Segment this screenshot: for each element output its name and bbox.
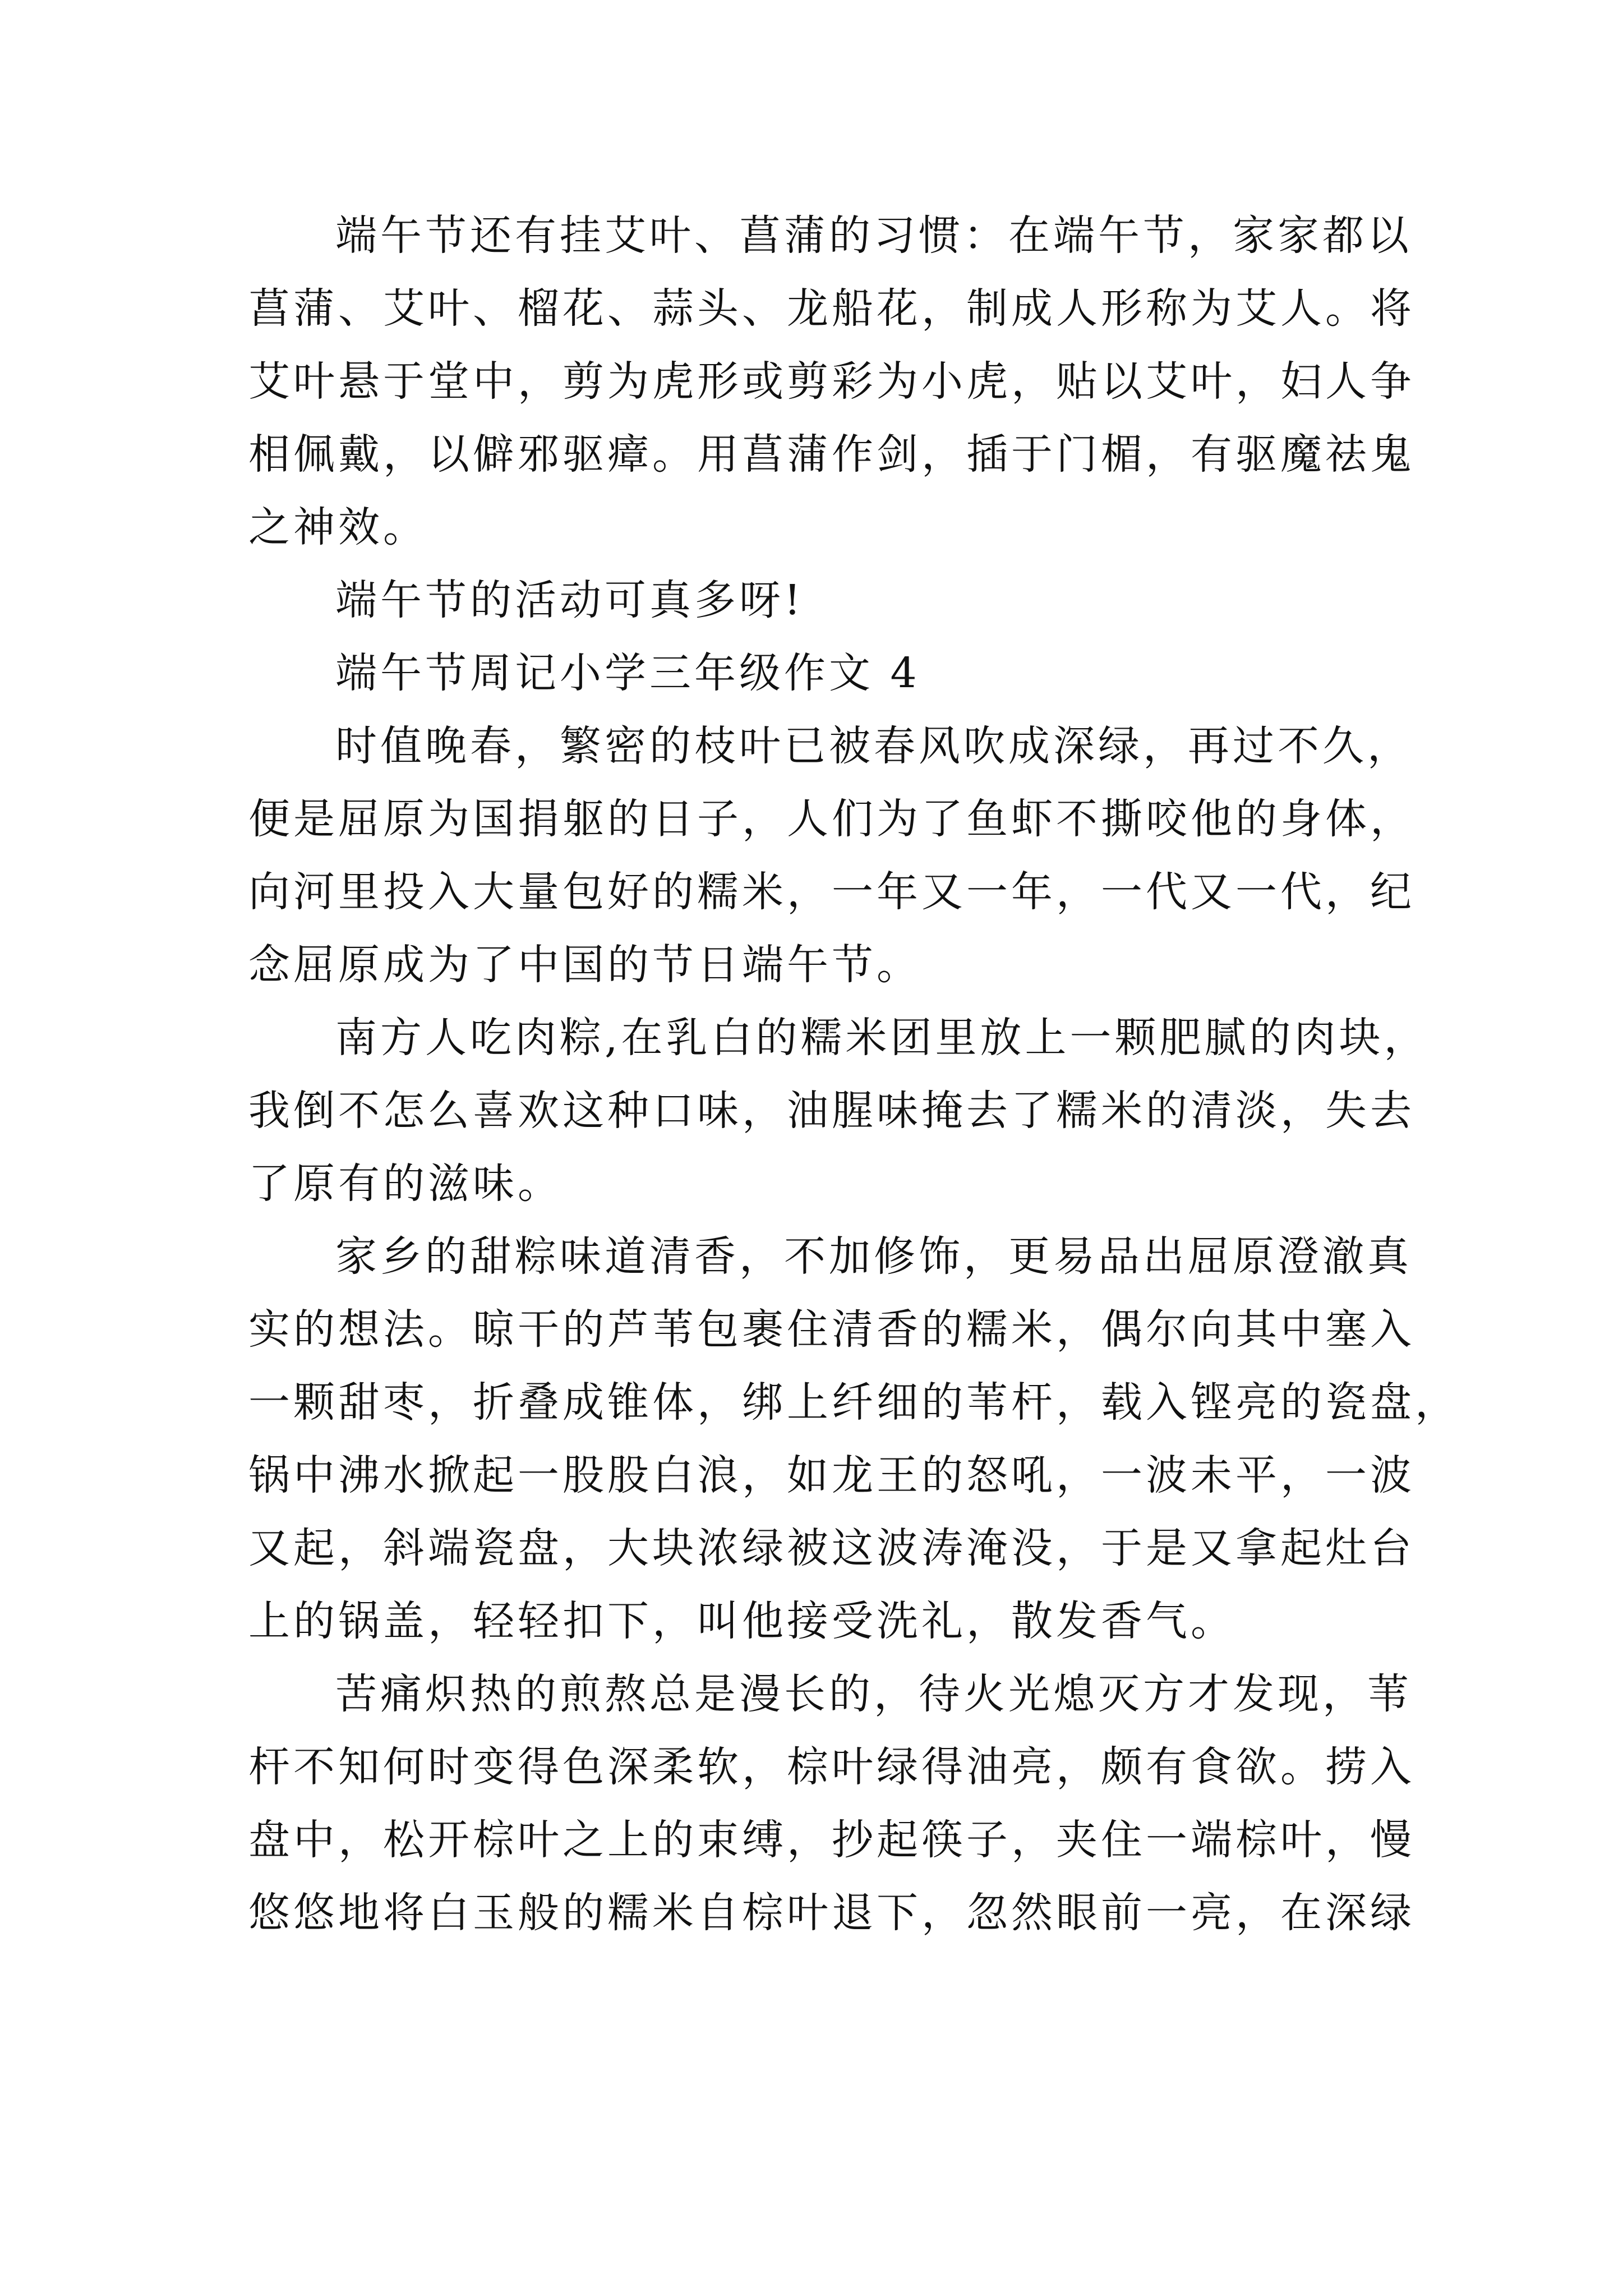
text-line: 实的想法。晾干的芦苇包裹住清香的糯米，偶尔向其中塞入 bbox=[248, 1305, 1415, 1354]
text-line: 端午节的活动可真多呀! bbox=[335, 576, 804, 624]
text-line: 菖蒲、艾叶、榴花、蒜头、龙船花，制成人形称为艾人。将 bbox=[248, 284, 1415, 333]
text-line: 悠悠地将白玉般的糯米自棕叶退下，忽然眼前一亮，在深绿 bbox=[248, 1889, 1415, 1937]
text-line: 苦痛炽热的煎熬总是漫长的，待火光熄灭方才发现，苇 bbox=[335, 1670, 1412, 1718]
text-line: 南方人吃肉粽,在乳白的糯米团里放上一颗肥腻的肉块， bbox=[335, 1014, 1429, 1062]
text-line: 艾叶悬于堂中，剪为虎形或剪彩为小虎，贴以艾叶，妇人争 bbox=[248, 357, 1415, 406]
text-line: 时值晚春，繁密的枝叶已被春风吹成深绿，再过不久， bbox=[335, 722, 1412, 770]
text-line: 家乡的甜粽味道清香，不加修饰，更易品出屈原澄澈真 bbox=[335, 1232, 1412, 1281]
text-line: 锅中沸水掀起一股股白浪，如龙王的怒吼，一波未平，一波 bbox=[248, 1451, 1415, 1499]
text-line: 一颗甜枣，折叠成锥体，绑上纤细的苇杆，载入铿亮的瓷盘， bbox=[248, 1378, 1460, 1427]
text-line: 上的锅盖，轻轻扣下，叫他接受洗礼，散发香气。 bbox=[248, 1597, 1235, 1645]
text-line: 便是屈原为国捐躯的日子，人们为了鱼虾不撕咬他的身体， bbox=[248, 795, 1415, 843]
text-line: 端午节还有挂艾叶、菖蒲的习惯：在端午节，家家都以 bbox=[335, 211, 1412, 260]
text-line: 相佩戴，以僻邪驱瘴。用菖蒲作剑，插于门楣，有驱魔祛鬼 bbox=[248, 430, 1415, 478]
text-line: 念屈原成为了中国的节日端午节。 bbox=[248, 941, 921, 989]
text-line: 了原有的滋味。 bbox=[248, 1159, 562, 1208]
text-line: 向河里投入大量包好的糯米，一年又一年，一代又一代，纪 bbox=[248, 868, 1415, 916]
article-body bbox=[248, 199, 1460, 1949]
text-line: 杆不知何时变得色深柔软，棕叶绿得油亮，颇有食欲。捞入 bbox=[248, 1743, 1415, 1791]
text-line: 我倒不怎么喜欢这种口味，油腥味掩去了糯米的清淡，失去 bbox=[248, 1087, 1415, 1135]
text-line: 之神效。 bbox=[248, 503, 428, 551]
section-heading: 端午节周记小学三年级作文 4 bbox=[335, 649, 920, 697]
text-line: 盘中，松开棕叶之上的束缚，抄起筷子，夹住一端棕叶，慢 bbox=[248, 1816, 1415, 1864]
text-line: 又起，斜端瓷盘，大块浓绿被这波涛淹没，于是又拿起灶台 bbox=[248, 1524, 1415, 1572]
